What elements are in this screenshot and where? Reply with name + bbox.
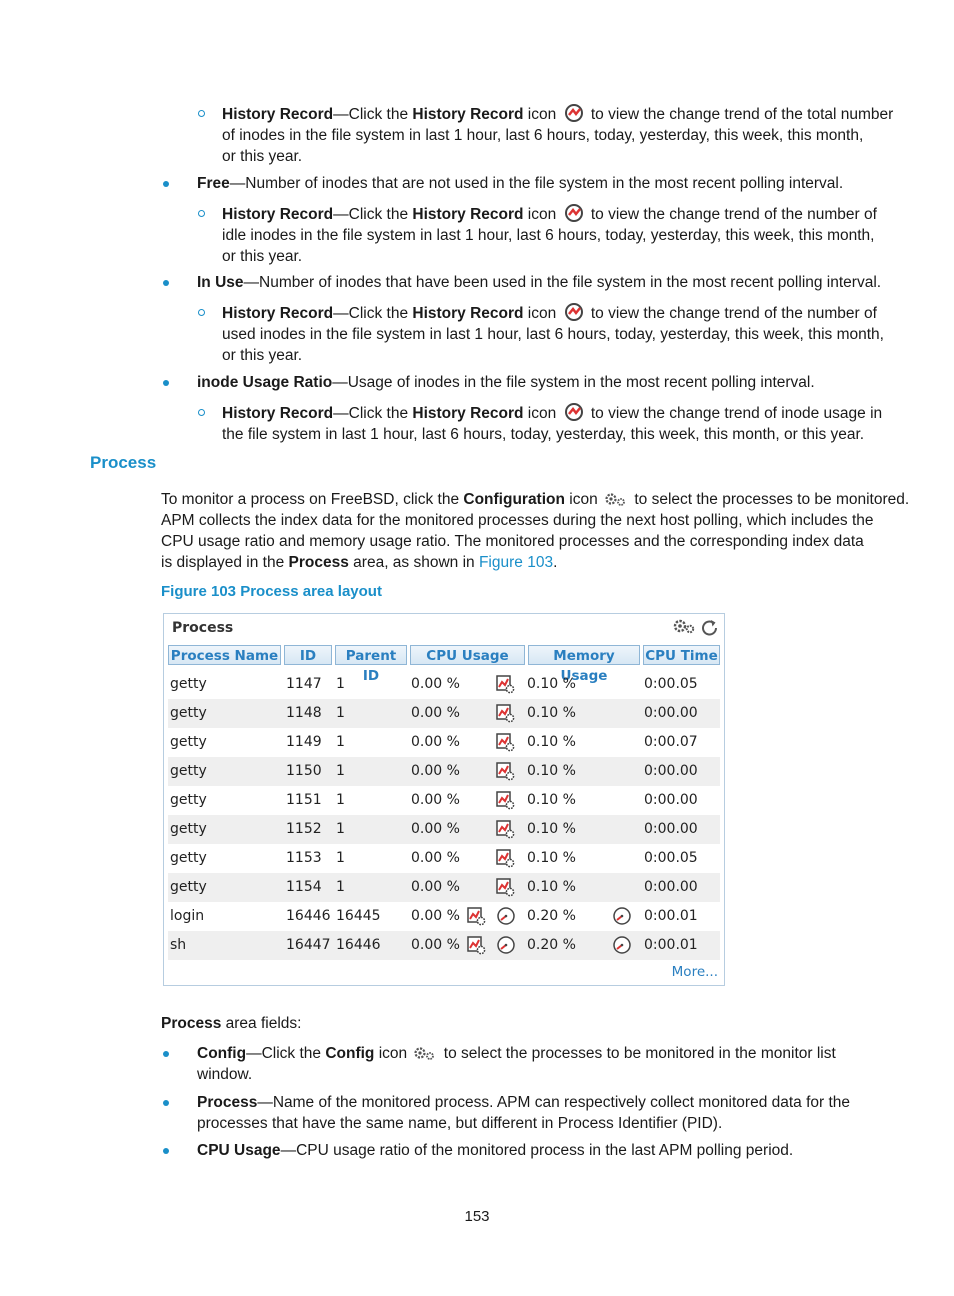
text: of inodes in the file system in last 1 hour, last 6 hours, today, yesterday, this week, this month, <box>222 127 864 144</box>
cpu-usage-cell: 0.00 % <box>411 937 460 953</box>
memory-usage-cell: 0.10 % <box>527 879 576 895</box>
text: CPU usage ratio and memory usage ratio. The monitored processes and the corresponding index data <box>161 533 864 550</box>
history-record-icon[interactable] <box>563 103 585 123</box>
text: —Click the <box>333 106 413 123</box>
memory-usage-cell: 0.20 % <box>527 937 576 953</box>
bullet <box>163 380 169 386</box>
text: window. <box>197 1066 253 1083</box>
memory-usage-cell: 0.10 % <box>527 705 576 721</box>
list-item <box>197 372 815 393</box>
section-title: Process <box>90 453 157 472</box>
term: History Record <box>222 206 334 223</box>
process-name-cell: getty <box>170 705 207 721</box>
sub-bullet <box>198 110 205 117</box>
panel-title: Process <box>172 620 234 636</box>
list-item <box>222 103 893 167</box>
panel-tools <box>672 618 720 638</box>
table-row <box>168 931 720 960</box>
text: APM collects the index data for the monitored processes during the next host polling, which includes the <box>161 512 874 529</box>
process-name-cell: getty <box>170 879 207 895</box>
list-item <box>197 173 843 194</box>
list-item <box>222 402 882 445</box>
text: to view the change trend of inode usage in <box>586 405 883 422</box>
sub-bullet <box>198 210 205 217</box>
text: icon <box>374 1045 408 1062</box>
id-cell: 16447 <box>286 937 331 953</box>
cpu-time-cell: 0:00.00 <box>644 763 698 779</box>
process-name-cell: sh <box>170 937 187 953</box>
text: or this year. <box>222 148 303 165</box>
process-name-cell: getty <box>170 850 207 866</box>
fields-intro <box>161 1013 301 1034</box>
text: —CPU usage ratio of the monitored process in the last APM polling period. <box>280 1142 794 1159</box>
cpu-time-cell: 0:00.07 <box>644 734 698 750</box>
text: to select the processes to be monitored in the monitor list <box>439 1045 836 1062</box>
history-record-icon[interactable] <box>563 402 585 422</box>
cpu-usage-cell: 0.00 % <box>411 734 460 750</box>
bullet <box>163 1051 169 1057</box>
id-cell: 16446 <box>286 908 331 924</box>
text: icon <box>564 491 598 508</box>
cpu-usage-cell: 0.00 % <box>411 763 460 779</box>
cpu-usage-cell: 0.00 % <box>411 821 460 837</box>
cpu-usage-cell: 0.00 % <box>411 850 460 866</box>
col-cpu-time[interactable]: CPU Time <box>643 645 720 665</box>
memory-gauge-icon[interactable] <box>612 935 632 959</box>
cpu-time-cell: 0:00.01 <box>644 937 698 953</box>
cpu-history-icon[interactable] <box>495 848 515 872</box>
cpu-history-icon[interactable] <box>495 819 515 843</box>
parent-id-cell: 1 <box>336 850 345 866</box>
cpu-usage-cell: 0.00 % <box>411 879 460 895</box>
term: Process <box>161 1015 222 1032</box>
parent-id-cell: 1 <box>336 734 345 750</box>
cpu-history-icon[interactable] <box>495 877 515 901</box>
history-record-icon[interactable] <box>563 302 585 322</box>
term: In Use <box>197 274 244 291</box>
process-name-cell: getty <box>170 676 207 692</box>
col-cpu-usage[interactable]: CPU Usage <box>410 645 525 665</box>
memory-usage-cell: 0.10 % <box>527 763 576 779</box>
text: to select the processes to be monitored. <box>630 491 910 508</box>
id-cell: 1150 <box>286 763 322 779</box>
memory-usage-cell: 0.10 % <box>527 821 576 837</box>
id-cell: 1149 <box>286 734 322 750</box>
parent-id-cell: 16445 <box>336 908 381 924</box>
refresh-icon[interactable] <box>700 618 720 638</box>
table-row <box>168 728 720 757</box>
more-link[interactable]: More... <box>671 964 718 980</box>
cpu-usage-cell: 0.00 % <box>411 705 460 721</box>
term: inode Usage Ratio <box>197 374 333 391</box>
id-cell: 1148 <box>286 705 322 721</box>
process-name-cell: getty <box>170 734 207 750</box>
text: —Number of inodes that have been used in the file system in the most recent polling interval. <box>243 274 882 291</box>
cpu-time-cell: 0:00.00 <box>644 821 698 837</box>
text: icon <box>523 405 557 422</box>
text: to view the change trend of the number of <box>586 206 877 223</box>
parent-id-cell: 1 <box>336 879 345 895</box>
list-item <box>197 1043 836 1085</box>
page-number: 153 <box>464 1208 490 1225</box>
list-item <box>197 272 881 293</box>
cpu-time-cell: 0:00.00 <box>644 879 698 895</box>
text: area, as shown in <box>348 554 479 571</box>
text: the file system in last 1 hour, last 6 hours, today, yesterday, this week, this month, or this year. <box>222 426 865 443</box>
cpu-time-cell: 0:00.01 <box>644 908 698 924</box>
term: History Record <box>222 305 334 322</box>
term: Free <box>197 175 230 192</box>
term: Config <box>197 1045 247 1062</box>
sub-bullet <box>198 409 205 416</box>
process-name-cell: login <box>170 908 205 924</box>
text: to view the change trend of the number of <box>586 305 877 322</box>
list-item <box>197 1140 793 1161</box>
figure-caption: Figure 103 Process area layout <box>161 583 382 600</box>
process-name-cell: getty <box>170 821 207 837</box>
term: CPU Usage <box>197 1142 281 1159</box>
memory-usage-cell: 0.10 % <box>527 850 576 866</box>
cpu-history-icon[interactable] <box>466 935 486 959</box>
id-cell: 1151 <box>286 792 322 808</box>
cpu-history-icon[interactable] <box>495 761 515 785</box>
list-item <box>222 203 877 267</box>
id-cell: 1152 <box>286 821 322 837</box>
memory-gauge-icon[interactable] <box>612 906 632 930</box>
term: Config <box>325 1045 375 1062</box>
parent-id-cell: 1 <box>336 821 345 837</box>
cpu-history-icon[interactable] <box>495 790 515 814</box>
cpu-time-cell: 0:00.05 <box>644 676 698 692</box>
table-row <box>168 670 720 699</box>
config-icon[interactable] <box>672 618 696 636</box>
bullet <box>163 1100 169 1106</box>
memory-usage-cell: 0.10 % <box>527 792 576 808</box>
history-record-icon[interactable] <box>563 203 585 223</box>
text: —Click the <box>246 1045 326 1062</box>
id-cell: 1153 <box>286 850 322 866</box>
memory-usage-cell: 0.10 % <box>527 676 576 692</box>
text: —Number of inodes that are not used in the file system in the most recent polling interval. <box>229 175 844 192</box>
cpu-usage-cell: 0.00 % <box>411 792 460 808</box>
text: —Usage of inodes in the file system in the most recent polling interval. <box>332 374 815 391</box>
cpu-time-cell: 0:00.00 <box>644 792 698 808</box>
text: or this year. <box>222 347 303 364</box>
cpu-history-icon[interactable] <box>495 674 515 698</box>
parent-id-cell: 16446 <box>336 937 381 953</box>
term: History Record <box>412 305 524 322</box>
text: —Click the <box>333 405 413 422</box>
intro-paragraph <box>161 489 909 573</box>
memory-usage-cell: 0.20 % <box>527 908 576 924</box>
text: to view the change trend of the total number <box>586 106 894 123</box>
configuration-icon[interactable] <box>604 492 628 508</box>
term: History Record <box>412 405 524 422</box>
process-name-cell: getty <box>170 792 207 808</box>
parent-id-cell: 1 <box>336 705 345 721</box>
text: processes that have the same name, but different in Process Identifier (PID). <box>197 1115 723 1132</box>
col-memory-usage[interactable]: Memory Usage <box>528 645 640 665</box>
cpu-gauge-icon[interactable] <box>496 935 516 959</box>
text: or this year. <box>222 248 303 265</box>
process-panel <box>163 613 725 986</box>
table-row <box>168 815 720 844</box>
sub-bullet <box>198 309 205 316</box>
list-item <box>222 302 884 366</box>
term: History Record <box>412 106 524 123</box>
cpu-history-icon[interactable] <box>495 732 515 756</box>
text: —Name of the monitored process. APM can respectively collect monitored data for the <box>257 1094 851 1111</box>
config-icon[interactable] <box>413 1046 437 1062</box>
text: is displayed in the <box>161 554 289 571</box>
parent-id-cell: 1 <box>336 792 345 808</box>
parent-id-cell: 1 <box>336 676 345 692</box>
text: icon <box>523 106 557 123</box>
text: icon <box>523 206 557 223</box>
term: Process <box>197 1094 258 1111</box>
cpu-history-icon[interactable] <box>466 906 486 930</box>
cpu-history-icon[interactable] <box>495 703 515 727</box>
cpu-time-cell: 0:00.05 <box>644 850 698 866</box>
text: —Click the <box>333 206 413 223</box>
cpu-time-cell: 0:00.00 <box>644 705 698 721</box>
process-name-cell: getty <box>170 763 207 779</box>
table-row <box>168 786 720 815</box>
id-cell: 1147 <box>286 676 322 692</box>
text: . <box>553 554 558 571</box>
col-process-name[interactable]: Process Name <box>168 645 281 665</box>
term: History Record <box>222 106 334 123</box>
text: icon <box>523 305 557 322</box>
bullet <box>163 1148 169 1154</box>
list-item <box>197 1092 850 1134</box>
bullet <box>163 280 169 286</box>
text: idle inodes in the file system in last 1 hour, last 6 hours, today, yesterday, this week, this month, <box>222 227 875 244</box>
cpu-usage-cell: 0.00 % <box>411 908 460 924</box>
term: Configuration <box>463 491 565 508</box>
figure-link[interactable]: Figure 103 <box>478 554 554 571</box>
table-row <box>168 757 720 786</box>
table-row <box>168 873 720 902</box>
id-cell: 1154 <box>286 879 322 895</box>
col-parent-id[interactable]: Parent ID <box>335 645 407 665</box>
table-row <box>168 902 720 931</box>
cpu-gauge-icon[interactable] <box>496 906 516 930</box>
text: area fields: <box>221 1015 302 1032</box>
table-row <box>168 844 720 873</box>
memory-usage-cell: 0.10 % <box>527 734 576 750</box>
term: Process <box>288 554 349 571</box>
text: —Click the <box>333 305 413 322</box>
text: To monitor a process on FreeBSD, click the <box>161 491 464 508</box>
term: History Record <box>222 405 334 422</box>
parent-id-cell: 1 <box>336 763 345 779</box>
col-id[interactable]: ID <box>284 645 332 665</box>
cpu-usage-cell: 0.00 % <box>411 676 460 692</box>
bullet <box>163 181 169 187</box>
text: used inodes in the file system in last 1 hour, last 6 hours, today, yesterday, this week, this month, <box>222 326 884 343</box>
term: History Record <box>412 206 524 223</box>
table-row <box>168 699 720 728</box>
